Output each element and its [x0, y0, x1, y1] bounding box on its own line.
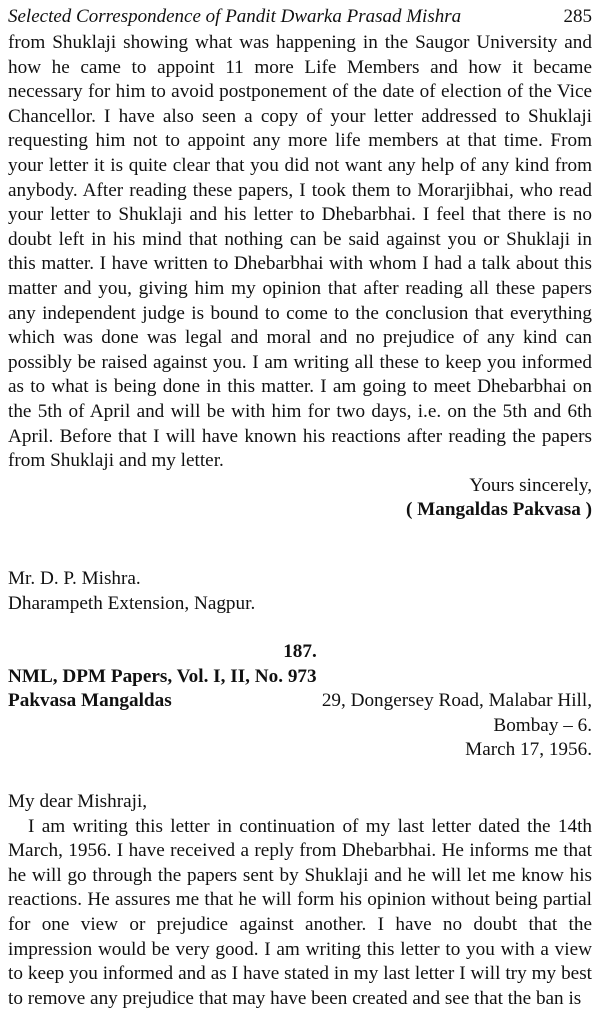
recipient-address: Dharampeth Extension, Nagpur. — [8, 592, 256, 614]
recipient-block — [8, 567, 592, 616]
page-number: 285 — [563, 6, 592, 27]
sender-row — [8, 689, 592, 714]
book-title: Selected Correspondence of Pandit Dwarka Prasad Mishra — [8, 6, 462, 27]
letter-body: from Shuklaji showing what was happening in the Saugor University and how he came to appoint 11 more Life Members and how it became necessary for him to avoid postponement of the date of election of the Vice Chancellor. I have also seen a copy of your letter addressed to Shuklaji requesting him not to appoint any more life members at that time. From your letter it is quite clear that you did not want any help of any kind from anybody. After reading these papers, I took them to Morarjibhai, who read your letter to Shuklaji and his letter to Dhebarbhai. I feel that there is no doubt left in his mind that nothing can be said against you or Shuklaji in this matter. I have written to Dhebarbhai with whom I had a talk about this matter and you, giving him my opinion that after reading all these papers any independent judge is bound to come to the conclusion that everything which was done was legal and moral and no prejudice of any kind can possibly be raised against you. I am writing all these to keep you informed as to what is being done in this matter. I am going to meet Dhebarbhai on the 5th of April and will be with him for two days, i.e. on the 5th and 6th April. Before that I will have known his reactions after reading the papers from Shuklaji and my letter. — [8, 32, 592, 472]
archive-source: NML, DPM Papers, Vol. I, II, No. 973 — [8, 665, 317, 687]
letter-187-body — [8, 790, 592, 1011]
letter-number: 187. — [283, 641, 317, 662]
letter-date: March 17, 1956. — [465, 739, 592, 761]
closing: Yours sincerely, — [469, 474, 592, 496]
letter-body: I am writing this letter in continuation of my last letter dated the 14th March, 1956. I have received a reply from Dhebarbhai. He informs me that he will go through the papers sent by Shuklaji and he will let me know his reactions. He assures me that he will form his opinion without being partial for one view or prejudice against another. I have no doubt that the impression would be very good. I am writing this letter to you with a view to keep you informed and as I have stated in my last letter I will try my best to remove any prejudice that may have been created and see that the ban is — [8, 815, 592, 1009]
running-header — [8, 4, 592, 30]
address-line-2: Bombay – 6. — [493, 714, 592, 736]
letter-186-continuation — [8, 31, 592, 523]
signature: ( Mangaldas Pakvasa ) — [405, 499, 592, 521]
sender-name: Pakvasa Mangaldas — [8, 690, 172, 712]
letter-187-heading — [8, 640, 592, 763]
recipient-name: Mr. D. P. Mishra. — [8, 568, 141, 589]
salutation: My dear Mishraji, — [8, 791, 148, 812]
address-line-1: 29, Dongersey Road, Malabar Hill, — [321, 690, 592, 712]
